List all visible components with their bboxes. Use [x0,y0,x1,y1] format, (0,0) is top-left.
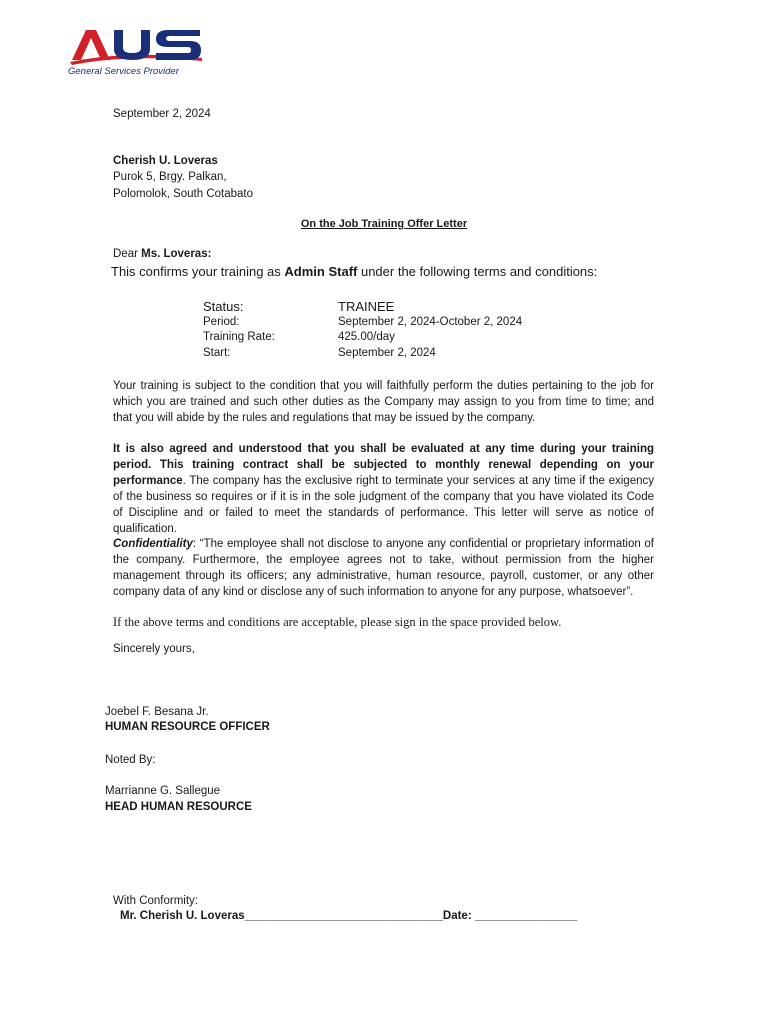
confidentiality-label: Confidentiality [113,538,193,550]
salutation-prefix: Dear [113,248,142,260]
terms-label: Status: [203,299,244,314]
conformity-date-line: ________________ [474,910,578,922]
salutation-name: Ms. Loveras: [141,248,212,260]
recipient-name: Cherish U. Loveras [113,155,218,167]
evaluation-paragraph [113,441,654,537]
terms-value: September 2, 2024 [338,347,436,359]
logo-letter-s [156,30,201,60]
recipient-address-line2: Polomolok, South Cotabato [113,188,254,200]
logo-tagline: General Services Provider [68,66,179,77]
terms-row-rate [203,331,623,347]
intro-before: This confirms your training as [111,264,285,279]
signatory2-name: Marrianne G. Sallegue [105,785,221,797]
evaluation-rest-text: . The company has the exclusive right to terminate your services at any time if the exigency of the business so requires or if it is in the sole judgment of the company that you have violated its Code of Discipline and or failed to meet the standards of performance. This letter will serve as notice of qualification. [113,475,654,535]
recipient-address-line1: Purok 5, Brgy. Palkan, [113,171,227,183]
terms-value: TRAINEE [338,299,395,314]
intro-sentence [111,264,597,279]
conformity-name-line: _______________________________ [244,910,443,922]
conformity-name: Mr. Cherish U. Loveras [120,910,245,922]
confidentiality-paragraph [113,536,654,600]
terms-value: 425.00/day [338,331,395,343]
conformity-date-label: Date: [442,910,475,922]
letter-date: September 2, 2024 [113,108,211,120]
conformity-signature-line [120,910,577,922]
noted-by-label: Noted By: [105,754,156,766]
terms-row-period [203,316,623,332]
evaluation-bold-text: It is also agreed and understood that you shall be evaluated at any time during your training period. This training contract shall be subjected to monthly renewal depending on your performance [113,443,654,487]
conformity-label: With Conformity: [113,895,198,907]
confidentiality-text: : “The employee shall not disclose to anyone any confidential or proprietary information of the company. Furthermore, the employee agrees not to take, without permission from the higher management through its officers; any administrative, human resource, payroll, customer, or any other company data of any kind or disclose any of such information to anyone for any purpose, whatsoever”. [113,538,654,598]
terms-value: September 2, 2024-October 2, 2024 [338,316,523,328]
signatory1-title: HUMAN RESOURCE OFFICER [105,721,270,733]
closing: Sincerely yours, [113,643,195,655]
intro-role: Admin Staff [284,264,358,279]
signatory2-title: HEAD HUMAN RESOURCE [105,801,252,813]
terms-label: Start: [203,347,231,359]
terms-label: Period: [203,316,240,328]
terms-row-start [203,347,623,363]
duties-paragraph: Your training is subject to the condition that you will faithfully perform the duties pertaining to the job for which you are trained and such other duties as the Company may assign to you from time to time; and that you will abide by the rules and regulations that may be issued by the company. [113,380,654,424]
company-logo [66,24,206,80]
letter-title: On the Job Training Offer Letter [300,218,468,230]
intro-after: under the following terms and conditions: [357,264,598,279]
logo-letter-u [114,30,150,60]
terms-label: Training Rate: [203,331,275,343]
logo-letter-a [72,30,110,60]
acceptance-sentence: If the above terms and conditions are acceptable, please sign in the space provided below. [113,615,562,629]
terms-row-status [203,299,623,315]
signatory1-name: Joebel F. Besana Jr. [105,706,209,718]
salutation [113,248,211,260]
